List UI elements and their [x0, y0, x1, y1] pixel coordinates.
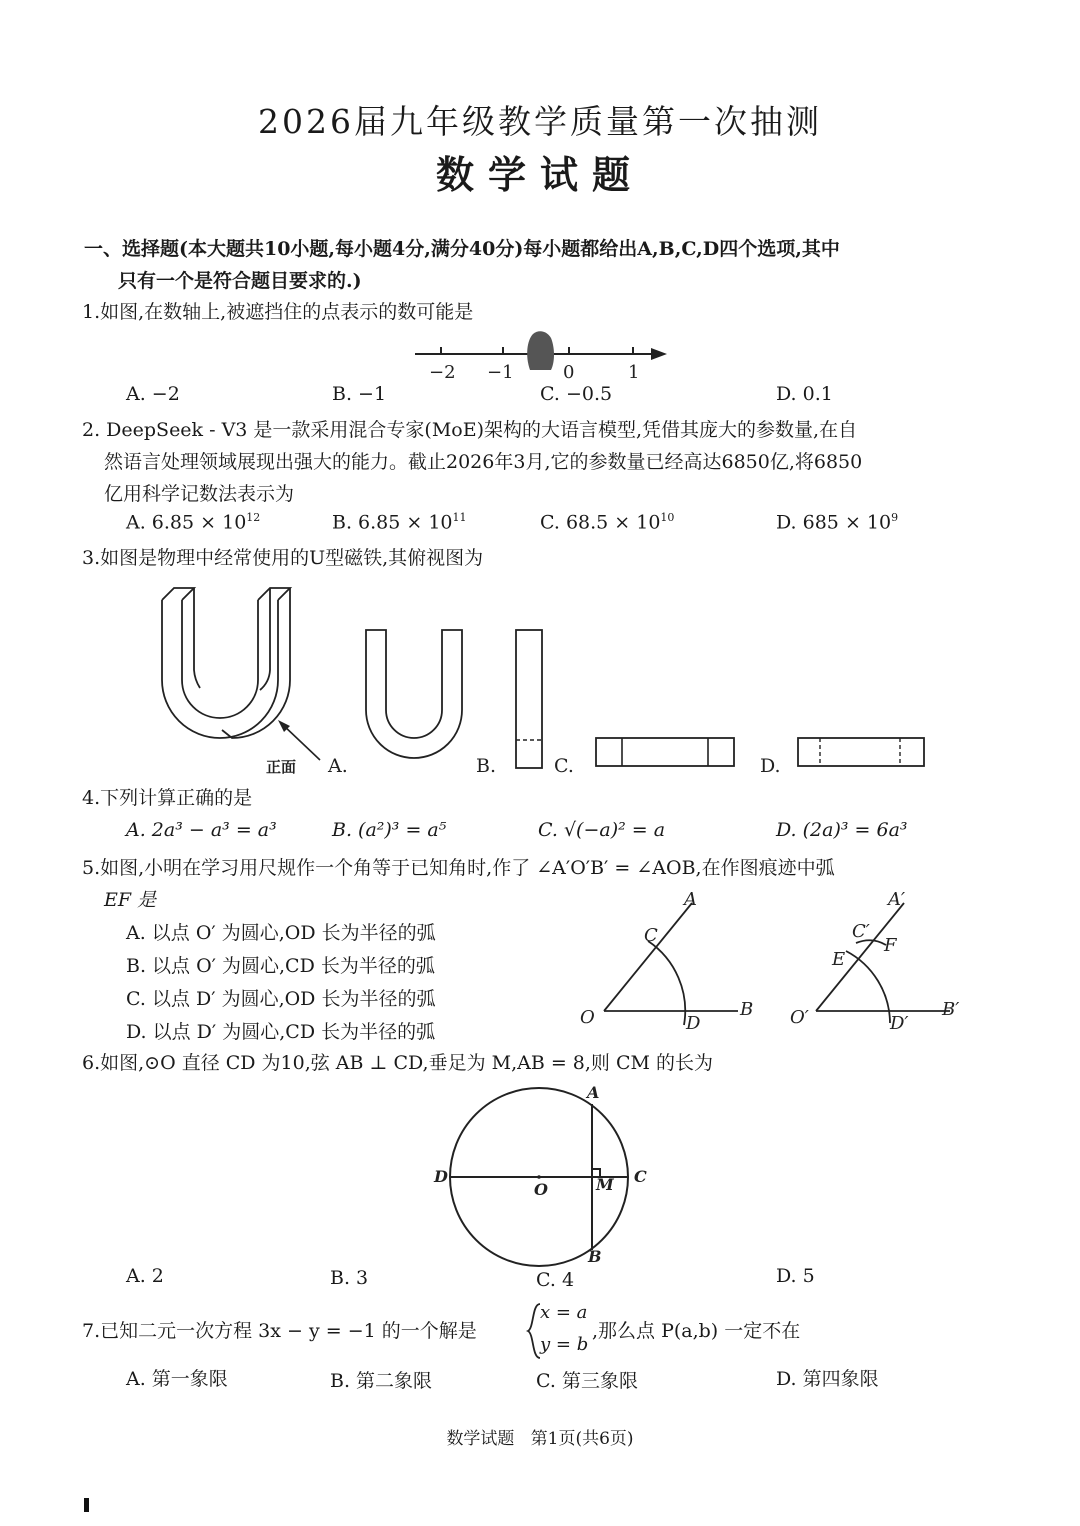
q2-line1: 2. DeepSeek - V3 是一款采用混合专家(MoE)架构的大语言模型,凭借其庞大的参数量,在自	[82, 419, 858, 441]
label-C-prime: C′	[852, 921, 870, 942]
q2-option-c: C. $68.5 \times 10^{10}$	[540, 511, 675, 534]
q4-option-d: D. (2a)³ = 6a³	[776, 819, 908, 841]
label-A: A	[684, 889, 697, 910]
q5-line2: EF 是	[104, 889, 157, 911]
q6-option-d: D. 5	[776, 1265, 815, 1287]
label-D: D	[686, 1013, 701, 1034]
q3-option-c-label: C.	[554, 755, 574, 777]
q4-option-c: C. √(−a)² = a	[538, 819, 666, 841]
q6-stem: 6.如图,⊙O 直径 CD 为10,弦 AB ⊥ CD,垂足为 M,AB = 8,则 CM 的长为	[82, 1052, 713, 1074]
label-B: B	[740, 999, 754, 1020]
axis-label-neg1: −1	[487, 362, 514, 383]
q2-line3: 亿用科学记数法表示为	[104, 483, 295, 505]
q2-line2: 然语言处理领域展现出强大的能力。截止2026年3月,它的参数量已经高达6850亿,将6850	[104, 451, 863, 473]
q5-angle-figures	[570, 885, 980, 1035]
q3-option-a-label: A.	[328, 755, 348, 777]
q1-option-b: B. −1	[332, 383, 387, 405]
label-B: B	[588, 1247, 602, 1266]
q7-system-bottom: y = b	[540, 1334, 589, 1355]
q7-option-a: A. 第一象限	[126, 1368, 228, 1390]
q5-option-d: D. 以点 D′ 为圆心,CD 长为半径的弧	[126, 1021, 436, 1043]
q3-option-b-label: B.	[476, 755, 497, 777]
q3-figure	[150, 580, 990, 780]
q3-stem: 3.如图是物理中经常使用的U型磁铁,其俯视图为	[82, 547, 484, 569]
q2-option-b: B. $6.85 \times 10^{11}$	[332, 511, 467, 534]
q5-option-b: B. 以点 O′ 为圆心,CD 长为半径的弧	[126, 955, 435, 977]
label-D-prime: D′	[890, 1013, 909, 1034]
q4-stem: 4.下列计算正确的是	[82, 787, 253, 809]
q5-line1: 5.如图,小明在学习用尺规作一个角等于已知角时,作了 ∠A′O′B′ = ∠AOB,在作图痕迹中弧	[82, 857, 835, 879]
q7-stem-a: 7.已知二元一次方程 3x − y = −1 的一个解是	[82, 1320, 477, 1342]
q2-option-d: D. $685 \times 10^9$	[776, 511, 899, 534]
q4-option-a: A. 2a³ − a³ = a³	[126, 819, 277, 841]
label-A: A	[587, 1083, 600, 1102]
label-B-prime: B′	[942, 999, 960, 1020]
axis-label-neg2: −2	[429, 362, 456, 383]
label-D: D	[434, 1167, 448, 1186]
q2-option-a: A. $6.85 \times 10^{12}$	[126, 511, 261, 534]
page-footer: 数学试题 第1页(共6页)	[446, 1429, 634, 1449]
q6-option-a: A. 2	[126, 1265, 164, 1287]
q1-option-a: A. −2	[126, 383, 180, 405]
subject-title: 数学试题	[435, 152, 644, 197]
label-F: F	[884, 935, 897, 956]
label-E: E	[832, 949, 846, 970]
option-b-u-shape	[366, 630, 462, 758]
axis-label-1: 1	[628, 362, 640, 383]
label-O: O	[580, 1007, 595, 1028]
exam-title: 2026届九年级教学质量第一次抽测	[258, 102, 822, 141]
section-heading-cont: 只有一个是符合题目要求的.)	[118, 270, 362, 292]
q3-option-d-label: D.	[760, 755, 781, 777]
option-d-top-view-dashed	[798, 738, 924, 766]
q7-option-c: C. 第三象限	[536, 1370, 638, 1392]
q6-circle-figure	[430, 1078, 660, 1268]
q6-option-c: C. 4	[536, 1269, 575, 1291]
q1-stem: 1.如图,在数轴上,被遮挡住的点表示的数可能是	[82, 301, 474, 323]
axis-label-0: 0	[563, 362, 575, 383]
scan-mark	[84, 1498, 89, 1512]
section-heading: 一、选择题(本大题共10小题,每小题4分,满分40分)每小题都给出A,B,C,D四个选项,其中	[84, 238, 840, 260]
q1-option-c: C. −0.5	[540, 383, 613, 405]
option-d-top-view-solid	[596, 738, 734, 766]
q1-number-line	[405, 326, 675, 390]
front-label: 正面	[266, 758, 297, 776]
label-M: M	[596, 1175, 614, 1194]
label-C: C	[644, 925, 658, 946]
label-A-prime: A′	[888, 889, 906, 910]
label-O: O	[534, 1180, 548, 1199]
mitten-icon	[527, 331, 554, 370]
q1-option-d: D. 0.1	[776, 383, 833, 405]
option-c-side-view	[516, 630, 542, 768]
q5-option-a: A. 以点 O′ 为圆心,OD 长为半径的弧	[126, 922, 436, 944]
q7-stem-b: ,那么点 P(a,b) 一定不在	[592, 1320, 801, 1342]
u-magnet-3d	[162, 588, 290, 738]
q7-option-b: B. 第二象限	[330, 1370, 433, 1392]
q7-system-top: x = a	[540, 1302, 588, 1323]
label-O-prime: O′	[790, 1007, 809, 1028]
label-C: C	[634, 1167, 647, 1186]
q6-option-b: B. 3	[330, 1267, 369, 1289]
q5-option-c: C. 以点 D′ 为圆心,OD 长为半径的弧	[126, 988, 436, 1010]
q7-option-d: D. 第四象限	[776, 1368, 879, 1390]
q4-option-b: B. (a²)³ = a⁵	[332, 819, 447, 841]
